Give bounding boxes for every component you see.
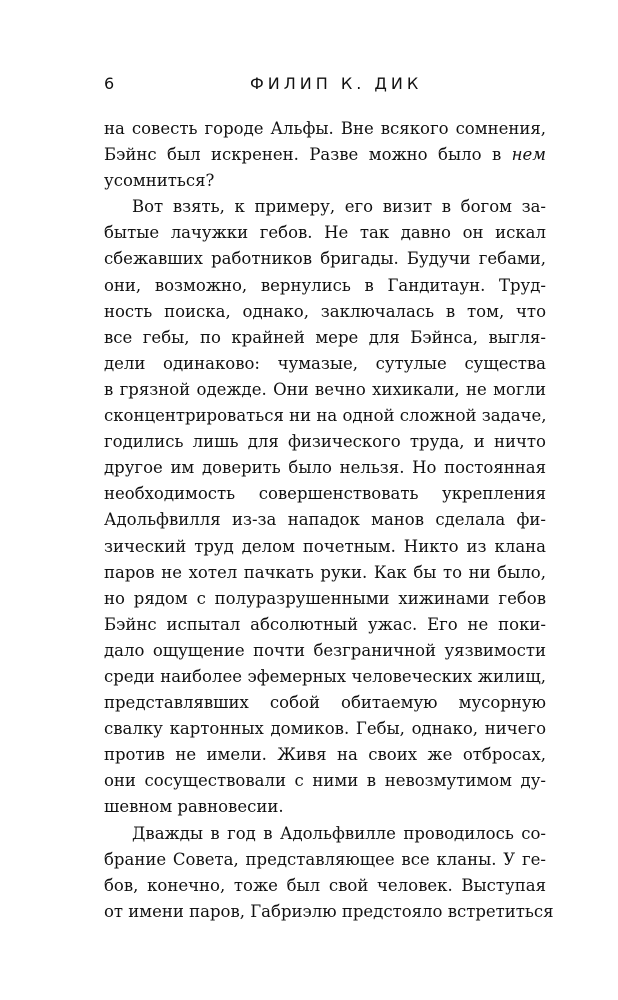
text-line: Адольфвилля из-за нападок манов сделала фи- [104, 510, 546, 530]
text-line-part: Бэйнс был искренен. Разве можно было в [104, 145, 512, 165]
running-title: ФИЛИП К. ДИК [250, 74, 423, 93]
text-line: в грязной одежде. Они вечно хихикали, не могли [104, 379, 546, 399]
text-line: сбежавших работников бригады. Будучи гебами, [104, 249, 546, 269]
text-line: среди наиболее эфемерных человеческих жилищ, [104, 666, 546, 686]
text-line: представлявших собой обитаемую мусорную [104, 693, 546, 713]
text-line: усомниться? [104, 171, 215, 191]
text-line: бытые лачужки гебов. Не так давно он искал [104, 223, 546, 243]
text-line [104, 142, 546, 168]
page-header [76, 74, 546, 100]
paragraph-3 [104, 821, 554, 925]
text-line: Вот взять, к примеру, его визит в богом за- [132, 197, 546, 217]
text-line: необходимость совершенствовать укрепления [104, 484, 546, 504]
paragraph-1 [104, 116, 546, 194]
text-line: Бэйнс испытал абсолютный ужас. Его не поки- [104, 614, 546, 634]
text-line: дели одинаково: чумазые, сутулые существа [104, 353, 546, 373]
text-line: дало ощущение почти безграничной уязвимости [104, 640, 546, 660]
text-line: шевном равновесии. [104, 797, 284, 817]
text-line: сконцентрироваться ни на одной сложной задаче, [104, 406, 547, 426]
text-line: брание Совета, представляющее все кланы. У ге- [104, 849, 546, 869]
body-text [104, 116, 554, 925]
text-line: Дважды в год в Адольфвилле проводилось со- [132, 823, 546, 843]
text-line: они, возможно, вернулись в Гандитаун. Труд- [104, 275, 546, 295]
text-line: зический труд делом почетным. Никто из клана [104, 536, 546, 556]
text-line: свалку картонных домиков. Гебы, однако, ничего [104, 719, 546, 739]
emphasis-word: нем [511, 145, 546, 165]
text-line: ность поиска, однако, заключалась в том, что [104, 301, 546, 321]
text-line: все гебы, по крайней мере для Бэйнса, выгля- [104, 327, 546, 347]
text-line: бов, конечно, тоже был свой человек. Выступая [104, 875, 546, 895]
text-line: паров не хотел пачкать руки. Как бы то ни было, [104, 562, 546, 582]
text-line: годились лишь для физического труда, и ничто [104, 432, 546, 452]
text-line: против не имели. Живя на своих же отбросах, [104, 745, 546, 765]
paragraph-2 [104, 194, 546, 820]
text-line: другое им доверить было нельзя. Но постоянная [104, 458, 546, 478]
page-number: 6 [104, 74, 115, 93]
text-line: от имени паров, Габриэлю предстояло встретиться [104, 901, 554, 921]
text-line: но рядом с полуразрушенными хижинами гебов [104, 588, 546, 608]
text-line: они сосуществовали с ними в невозмутимом ду- [104, 771, 546, 791]
text-line: на совесть городе Альфы. Вне всякого сомнения, [104, 119, 546, 138]
